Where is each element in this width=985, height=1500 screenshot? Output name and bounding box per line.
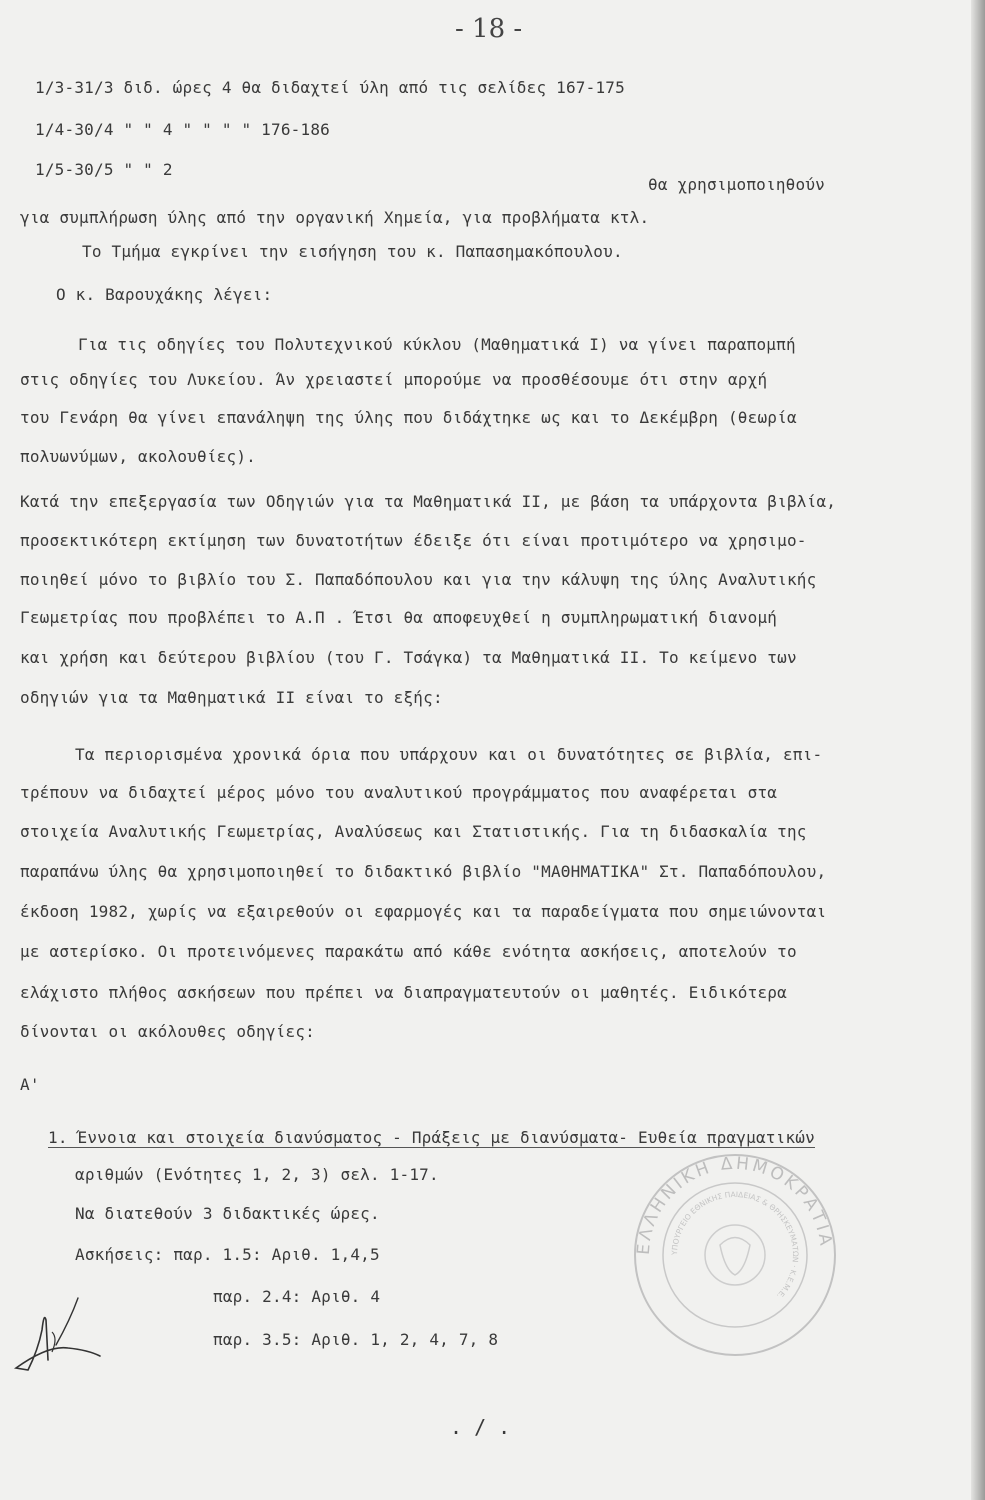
text-line: του Γενάρη θα γίνει επανάληψη της ύλης που διδάχτηκε ως και το Δεκέμβρη (θεωρία (20, 408, 797, 427)
text-line: θα χρησιμοποιηθούν (648, 175, 825, 194)
stamp-inner-text: ΥΠΟΥΡΓΕΙΟ ΕΘΝΙΚΗΣ ΠΑΙΔΕΙΑΣ & ΘΡΗΣΚΕΥΜΑΤΩΝ · Κ.Ε.Μ.Ε. (669, 1189, 801, 1301)
text-line: και χρήση και δεύτερου βιβλίου (του Γ. Τσάγκα) τα Μαθηματικά ΙΙ. Το κείμενο των (20, 648, 797, 667)
text-line: Τα περιορισμένα χρονικά όρια που υπάρχουν και οι δυνατότητες σε βιβλία, επι- (75, 745, 823, 764)
text-line: παρ. 2.4: Αριθ. 4 (213, 1287, 381, 1306)
text-line: Α' (20, 1075, 40, 1094)
official-stamp-icon (630, 1150, 840, 1360)
page-number: - 18 - (455, 14, 523, 44)
text-line: 1/5-30/5 " " 2 (35, 160, 173, 179)
text-line: ποιηθεί μόνο το βιβλίο του Σ. Παπαδόπουλου και για την κάλυψη της ύλης Αναλυτικής (20, 570, 817, 589)
text-line: τρέπουν να διδαχτεί μέρος μόνο του αναλυτικού προγράμματος που αναφέρεται στα (20, 783, 778, 802)
text-line: δίνονται οι ακόλουθες οδηγίες: (20, 1022, 315, 1041)
text-line: προσεκτικότερη εκτίμηση των δυνατοτήτων έδειξε ότι είναι προτιμότερο να χρησιμο- (20, 531, 807, 550)
text-line: αριθμών (Ενότητες 1, 2, 3) σελ. 1-17. (75, 1165, 439, 1184)
text-line: παραπάνω ύλης θα χρησιμοποιηθεί το διδακτικό βιβλίο "ΜΑΘΗΜΑΤΙΚΑ" Στ. Παπαδόπουλου, (20, 862, 827, 881)
text-line: έκδοση 1982, χωρίς να εξαιρεθούν οι εφαρμογές και τα παραδείγματα που σημειώνονται (20, 902, 827, 921)
text-line: ελάχιστο πλήθος ασκήσεων που πρέπει να διαπραγματευτούν οι μαθητές. Ειδικότερα (20, 983, 787, 1002)
text-line: 1/3-31/3 διδ. ώρες 4 θα διδαχτεί ύλη από τις σελίδες 167-175 (35, 78, 625, 97)
page-edge-shadow (971, 0, 985, 1500)
handwritten-signature-icon (8, 1290, 108, 1380)
svg-text:ΥΠΟΥΡΓΕΙΟ ΕΘΝΙΚΗΣ ΠΑΙΔΕΙΑΣ & Θ (670, 1190, 800, 1301)
text-line: Γεωμετρίας που προβλέπει το Α.Π . Έτσι θα αποφευχθεί η συμπληρωματική διανομή (20, 608, 778, 627)
text-line: 1/4-30/4 " " 4 " " " " 176-186 (35, 120, 330, 139)
text-line: Κατά την επεξεργασία των Οδηγιών για τα Μαθηματικά ΙΙ, με βάση τα υπάρχοντα βιβλία, (20, 492, 837, 511)
text-line: Για τις οδηγίες του Πολυτεχνικού κύκλου (Μαθηματικά Ι) να γίνει παραπομπή (78, 335, 796, 354)
text-line: Να διατεθούν 3 διδακτικές ώρες. (75, 1204, 380, 1223)
text-line: με αστερίσκο. Οι προτεινόμενες παρακάτω από κάθε ενότητα ασκήσεις, αποτελούν το (20, 942, 797, 961)
text-line: Ο κ. Βαρουχάκης λέγει: (56, 285, 273, 304)
text-line: Το Τμήμα εγκρίνει την εισήγηση του κ. Παπασημακόπουλου. (82, 242, 623, 261)
text-line: οδηγιών για τα Μαθηματικά ΙΙ είναι το εξής: (20, 688, 443, 707)
text-line: πολυωνύμων, ακολουθίες). (20, 447, 256, 466)
text-line: Ασκήσεις: παρ. 1.5: Αριθ. 1,4,5 (75, 1245, 380, 1264)
stamp-ring-text: ΕΛΛΗΝΙΚΗ ΔΗΜΟΚΡΑΤΙΑ (633, 1153, 836, 1256)
text-line: παρ. 3.5: Αριθ. 1, 2, 4, 7, 8 (213, 1330, 499, 1349)
text-line: στοιχεία Αναλυτικής Γεωμετρίας, Αναλύσεως και Στατιστικής. Για τη διδασκαλία της (20, 822, 807, 841)
text-line: στις οδηγίες του Λυκείου. Άν χρειαστεί μπορούμε να προσθέσουμε ότι στην αρχή (20, 370, 768, 389)
text-line: για συμπλήρωση ύλης από την οργανική Χημεία, για προβλήματα κτλ. (20, 208, 650, 227)
text-line: 1. Έννοια και στοιχεία διανύσματος - Πράξεις με διανύσματα- Ευθεία πραγματικών (48, 1128, 815, 1147)
continuation-marker: . / . (450, 1415, 511, 1439)
